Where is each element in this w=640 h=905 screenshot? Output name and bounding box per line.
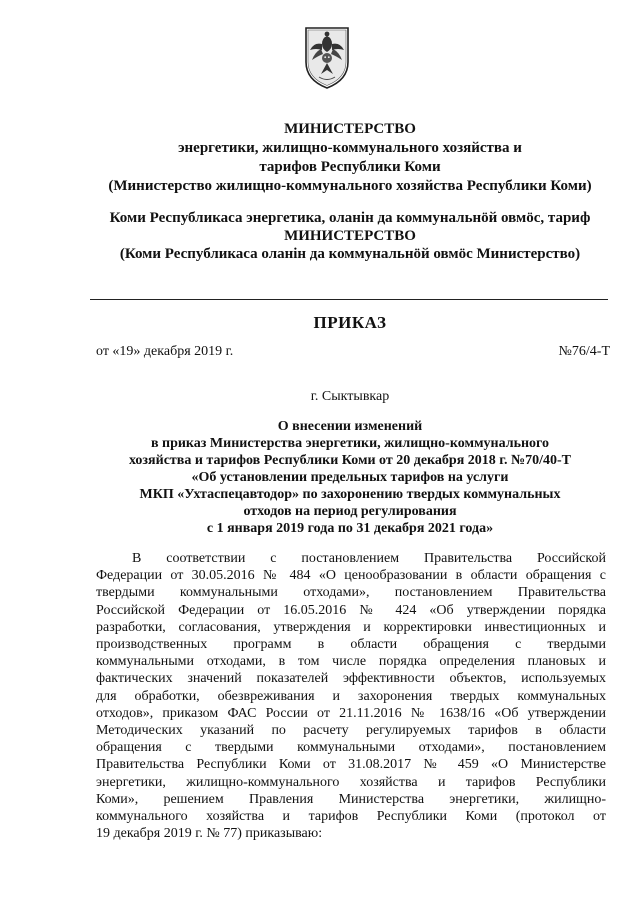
body-line: Российской Федерации от 16.05.2016 № 424 «Об утверждении порядка: [96, 602, 606, 618]
body-line: Коми», решением Правления Министерства энергетики, жилищно-: [96, 791, 606, 807]
komi-coat-of-arms-icon: [302, 22, 352, 90]
subject-line: с 1 января 2019 года по 31 декабря 2021 года»: [206, 521, 494, 536]
ministry-name-ru-line1: МИНИСТЕРСТВО: [284, 121, 416, 137]
ministry-name-ru-line2: энергетики, жилищно-коммунального хозяйства и: [178, 140, 522, 156]
body-line: производственных программ в области обращения с твердыми: [96, 637, 606, 653]
body-line: Методических указаний по расчету регулируемых тарифов в области: [96, 723, 606, 739]
ministry-name-komi-short: (Коми Республикаса оланiн да коммунальнӧй овмӧс Министерство): [119, 246, 581, 262]
subject-line: О внесении изменений: [277, 419, 423, 434]
ministry-name-komi-line1: Коми Республикаса энергетика, оланiн да коммунальнӧй овмӧс, тариф: [109, 210, 591, 226]
body-line: разработки, согласования, утверждения и корректировки инвестиционных и: [96, 619, 606, 635]
document-date: от «19» декабря 2019 г.: [96, 344, 234, 359]
body-line: В соответствии с постановлением Правительства Российской: [132, 551, 606, 566]
subject-line: «Об установлении предельных тарифов на услуги: [191, 470, 509, 485]
subject-line: МКП «Ухтаспецавтодор» по захоронению твердых коммунальных: [139, 487, 561, 502]
body-line: для обработки, обезвреживания и захоронения твердых коммунальных: [96, 688, 606, 704]
ministry-name-ru-line3: тарифов Республики Коми: [259, 159, 441, 175]
body-line: коммунального хозяйства и тарифов Республики Коми (протокол от: [96, 809, 606, 825]
body-line: энергетики, жилищно-коммунального хозяйства и тарифов Республики: [96, 774, 606, 790]
body-line: отходов», приказом ФАС России от 21.11.2016 № 1638/16 «Об утверждении: [96, 705, 606, 721]
document-title: ПРИКАЗ: [313, 313, 387, 332]
document-body: [96, 550, 606, 842]
document-city: г. Сыктывкар: [310, 389, 390, 404]
body-line: фактических значений показателей эффективности объектов, используемых: [96, 671, 606, 687]
ministry-name-komi-line2: МИНИСТЕРСТВО: [284, 228, 416, 244]
document-subject: [95, 418, 605, 537]
subject-line: отходов на период регулирования: [243, 504, 457, 519]
document-number: №76/4-Т: [558, 344, 610, 359]
ministry-name-ru-short: (Министерство жилищно-коммунального хозяйства Республики Коми): [108, 178, 592, 194]
body-line: коммунальными отходами, в том числе порядка определения плановых и: [96, 654, 606, 670]
body-line: твердыми коммунальными отходами», постановлением Правительства: [96, 585, 606, 601]
body-line: 19 декабря 2019 г. № 77) приказываю:: [96, 826, 323, 842]
body-line: Правительства Республики Коми от 31.08.2017 № 459 «О Министерстве: [96, 757, 606, 773]
subject-line: хозяйства и тарифов Республики Коми от 20 декабря 2018 г. №70/40-Т: [128, 453, 572, 468]
body-line: обращения с твердыми коммунальными отходами», постановлением: [96, 740, 606, 756]
header-divider: [90, 299, 608, 300]
subject-line: в приказ Министерства энергетики, жилищно-коммунального: [150, 436, 550, 451]
body-line: Федерации от 30.05.2016 № 484 «О ценообразовании в области обращения с: [96, 568, 606, 584]
